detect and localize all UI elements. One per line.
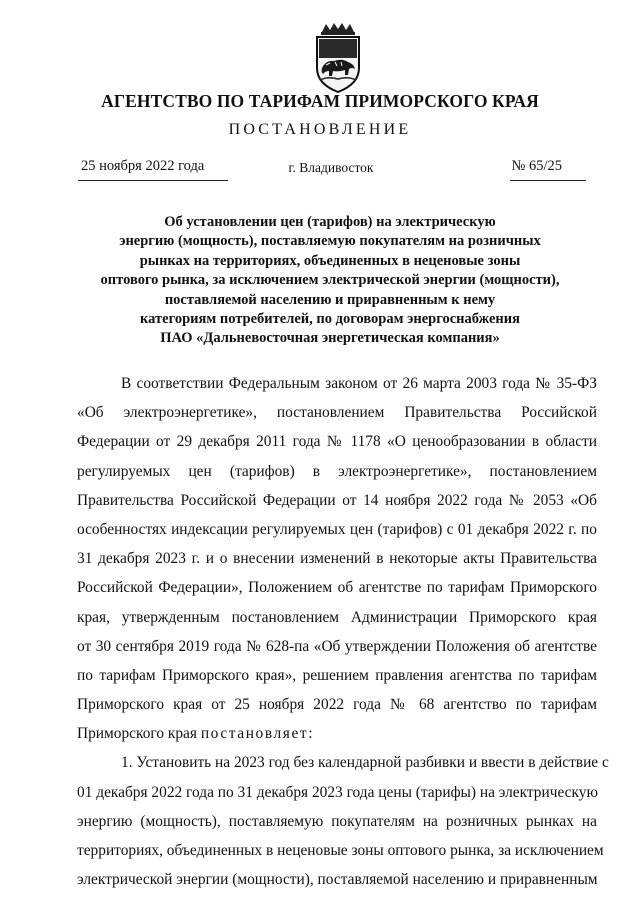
subject-line: рынках на территориях, объединенных в неценовые зоны	[139, 252, 521, 269]
body-line: Российской Федерации», Положением об агентстве по тарифам Приморского	[77, 579, 597, 597]
body-line: особенностях индексации регулируемых цен (тарифов) с 01 декабря 2022 г. по	[77, 520, 597, 538]
number-underline	[510, 180, 586, 181]
body-line: регулируемых цен (тарифов) в электроэнергетике», постановлением	[77, 462, 597, 480]
document-subject	[80, 213, 580, 349]
subject-line: энергию (мощность), поставляемую покупателям на розничных	[119, 233, 541, 250]
subject-line: оптового рынка, за исключением электрической энергии (мощности),	[100, 272, 560, 289]
body-line: от 30 сентября 2019 года № 628-па «Об утверждении Положения об агентстве	[77, 637, 597, 655]
body-line: 31 декабря 2023 г. и о внесении изменений в некоторые акты Правительства	[77, 550, 597, 568]
item1-line: электрической энергии (мощности), поставляемой населению и приравненным	[77, 871, 598, 889]
body-line-prefix: Приморского края	[77, 725, 201, 743]
body-line: «Об электроэнергетике», постановлением Правительства Российской	[77, 404, 597, 422]
agency-title: АГЕНТСТВО ПО ТАРИФАМ ПРИМОРСКОГО КРАЯ	[101, 91, 539, 111]
document-date: 25 ноября 2022 года	[81, 158, 205, 174]
document-body	[77, 369, 609, 894]
body-line: Федерации от 29 декабря 2011 года № 1178 «О ценообразовании в области	[77, 433, 597, 451]
document-city: г. Владивосток	[288, 160, 374, 175]
item1-line: 1. Установить на 2023 год без календарной разбивки и ввести в действие с	[121, 754, 609, 772]
body-line: Правительства Российской Федерации от 14 ноября 2022 года № 2053 «Об	[77, 491, 597, 509]
body-line: Приморского края от 25 ноября 2022 года № 68 агентство по тарифам	[77, 696, 597, 714]
body-line: по тарифам Приморского края», решением правления агентства по тарифам	[77, 666, 597, 684]
resolution-word: постановляет:	[200, 725, 315, 743]
body-line: В соответствии Федеральным законом от 26 марта 2003 года № 35-ФЗ	[121, 375, 597, 392]
subject-line: Об установлении цен (тарифов) на электрическую	[164, 214, 496, 230]
item1-line: территориях, объединенных в неценовые зоны оптового рынка, за исключением	[77, 842, 604, 859]
document-type: ПОСТАНОВЛЕНИЕ	[228, 121, 412, 138]
date-underline	[78, 180, 228, 181]
body-line-last	[77, 719, 597, 748]
subject-line: поставляемой населению и приравненным к нему	[164, 291, 496, 308]
item1-line: энергию (мощность), поставляемую покупателям на розничных рынках на	[77, 812, 597, 830]
document-number: № 65/25	[511, 158, 562, 174]
subject-line: категориям потребителей, по договорам энергоснабжения	[140, 311, 520, 328]
primorsky-krai-coat-of-arms-icon	[308, 22, 368, 94]
subject-line: ПАО «Дальневосточная энергетическая компания»	[160, 330, 500, 347]
item1-line: 01 декабря 2022 года по 31 декабря 2023 года цены (тарифы) на электрическую	[77, 783, 598, 801]
body-line: края, утвержденным постановлением Администрации Приморского края	[77, 608, 597, 626]
